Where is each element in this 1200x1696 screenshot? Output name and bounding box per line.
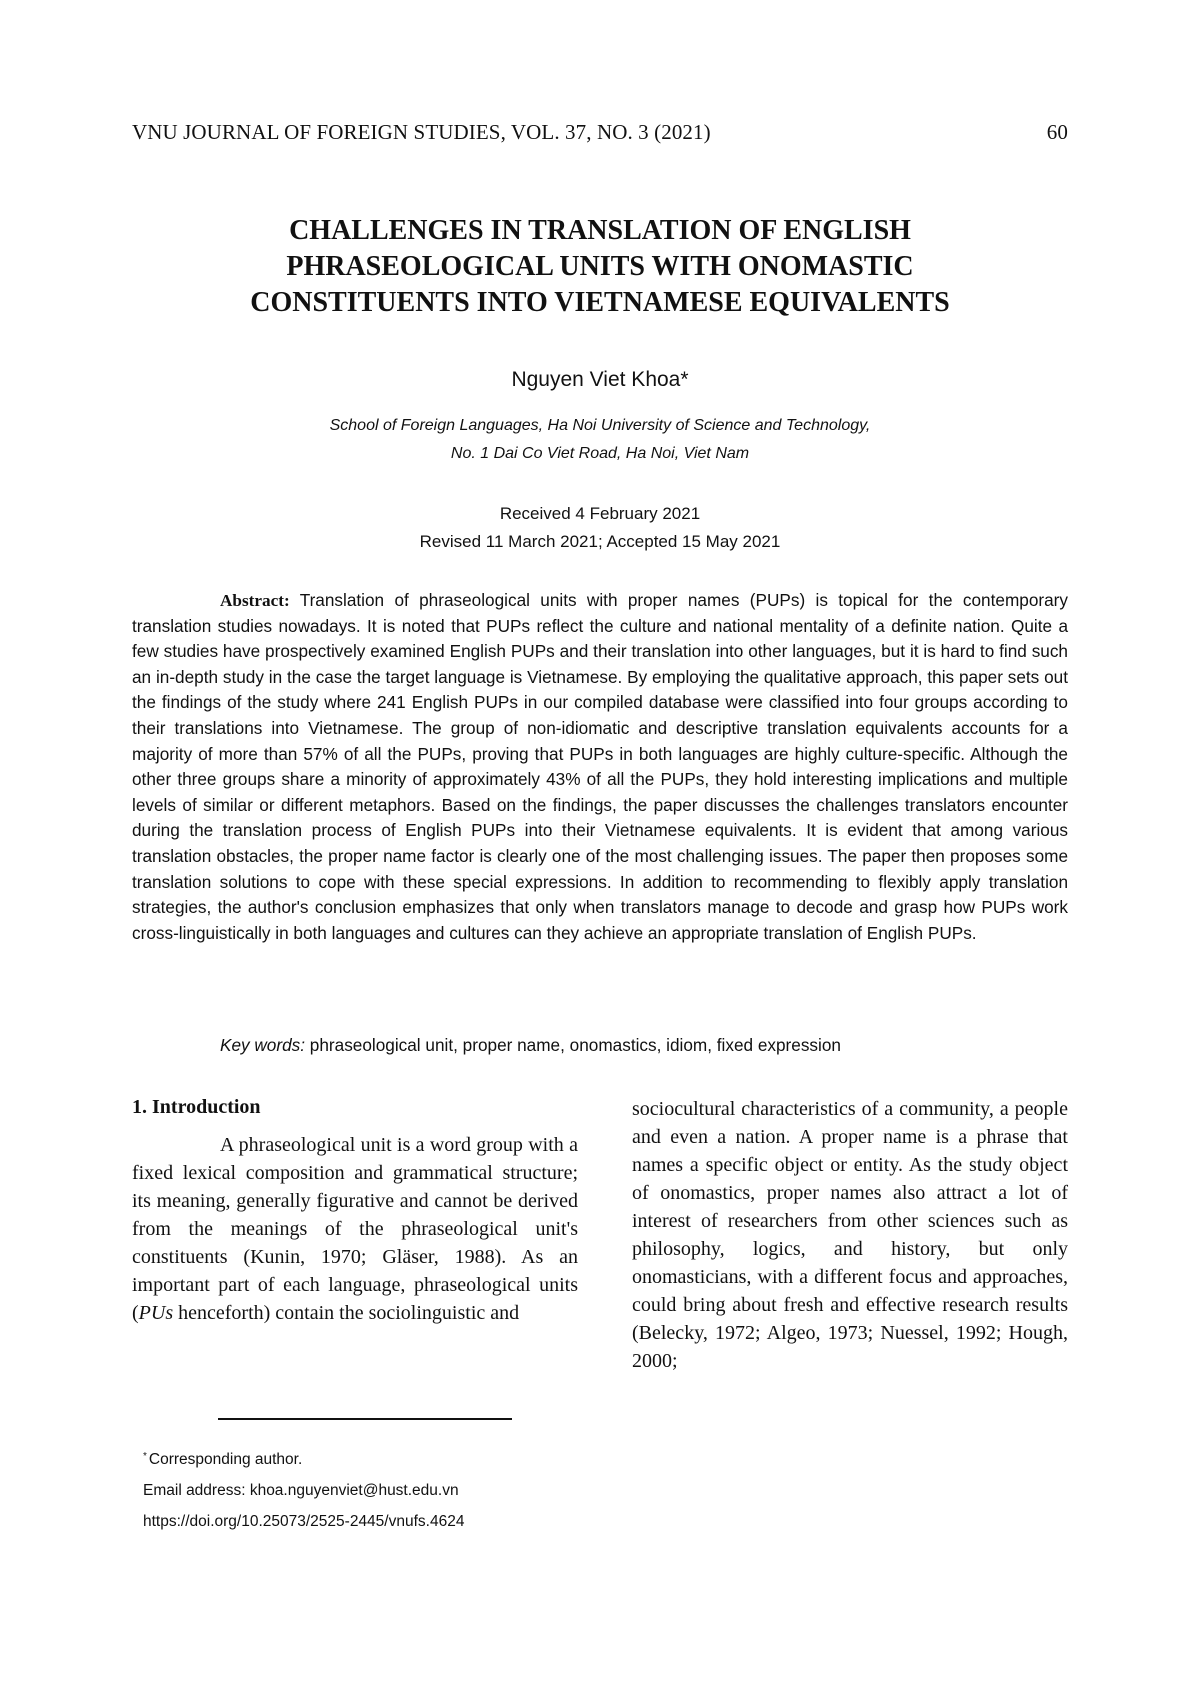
- intro-text: A phraseological unit is a word group with a fixed lexical composition and grammatical structure; its meaning, generally figurative and cannot be derived from the meanings of the phraseological unit's constituents (Kunin, 1970; Gläser, 1988). As an important part of each language, phraseological units (: [132, 1134, 578, 1324]
- left-column: [132, 1095, 578, 1327]
- doi-link: https://doi.org/10.25073/2525-2445/vnufs.4624: [143, 1513, 465, 1530]
- abbreviation: PUs: [138, 1302, 174, 1324]
- revised-accepted-dates: Revised 11 March 2021; Accepted 15 May 2021: [419, 532, 781, 551]
- keywords: [132, 1032, 1068, 1058]
- paper-title: [132, 213, 1068, 321]
- author-affiliation: [0, 412, 1200, 468]
- section-heading: 1. Introduction: [132, 1096, 261, 1118]
- abstract-text: Translation of phraseological units with proper names (PUPs) is topical for the contemporary translation studies nowadays. It is noted that PUPs reflect the culture and national mentality of a definite nation. Quite a few studies have prospectively examined English PUPs and their translation into other languages, but it is hard to find such an in-depth study in the case the target language is Vietnamese. By employing the qualitative approach, this paper sets out the findings of the study where 241 English PUPs in our compiled database were classified into four groups according to their translations into Vietnamese. The group of non-idiomatic and descriptive translation equivalents accounts for a majority of more than 57% of all the PUPs, proving that PUPs in both languages are highly culture-specific. Although the other three groups share a minority of approximately 43% of all the PUPs, they hold interesting implications and multiple levels of similar or different metaphors. Based on the findings, the paper discusses the challenges translators encounter during the translation process of English PUPs into their Vietnamese equivalents. It is evident that among various translation obstacles, the proper name factor is clearly one of the most challenging issues. The paper then proposes some translation solutions to cope with these special expressions. In addition to recommending to flexibly apply translation strategies, the author's conclusion emphasizes that only when translators manage to decode and grasp how PUPs work cross-linguistically in both languages and cultures can they achieve an appropriate translation of English PUPs.: [132, 590, 1068, 943]
- intro-paragraph-right: sociocultural characteristics of a community, a people and even a nation. A proper name is a phrase that names a specific object or entity. As the study object of onomastics, proper names also attract a lot of interest of researchers from other sciences such as philosophy, logics, and history, but only onomasticians, with a different focus and approaches, could bring about fresh and effective research results (Belecky, 1972; Algeo, 1973; Nuessel, 1992; Hough, 2000;: [632, 1098, 1068, 1372]
- footnotes: [143, 1441, 843, 1537]
- received-date: Received 4 February 2021: [499, 504, 701, 523]
- abstract-label: Abstract:: [220, 591, 290, 610]
- corresponding-author-text: Corresponding author.: [148, 1451, 303, 1468]
- title-line: PHRASEOLOGICAL UNITS WITH ONOMASTIC: [286, 251, 914, 282]
- keywords-text: phraseological unit, proper name, onomastics, idiom, fixed expression: [305, 1035, 841, 1055]
- affiliation-line: No. 1 Dai Co Viet Road, Ha Noi, Viet Nam: [450, 445, 750, 462]
- footnote-marker: *: [143, 1451, 147, 1462]
- email-address: Email address: khoa.nguyenviet@hust.edu.vn: [143, 1482, 459, 1499]
- keywords-label: Key words:: [220, 1035, 306, 1055]
- abstract: [132, 588, 1068, 946]
- title-line: CHALLENGES IN TRANSLATION OF ENGLISH: [289, 215, 911, 246]
- corresponding-author-note: [143, 1441, 843, 1475]
- author-name: Nguyen Viet Khoa*: [511, 368, 689, 391]
- page-number: 60: [1046, 120, 1068, 144]
- footnote-divider: [218, 1418, 512, 1420]
- right-column: [632, 1095, 1068, 1375]
- title-line: CONSTITUENTS INTO VIETNAMESE EQUIVALENTS: [250, 287, 950, 318]
- affiliation-line: School of Foreign Languages, Ha Noi University of Science and Technology,: [329, 417, 871, 434]
- intro-paragraph-left: [132, 1131, 578, 1327]
- journal-name: VNU JOURNAL OF FOREIGN STUDIES, VOL. 37, NO. 3 (2021): [132, 120, 711, 144]
- article-dates: [0, 500, 1200, 556]
- intro-text: henceforth) contain the sociolinguistic and: [173, 1302, 520, 1324]
